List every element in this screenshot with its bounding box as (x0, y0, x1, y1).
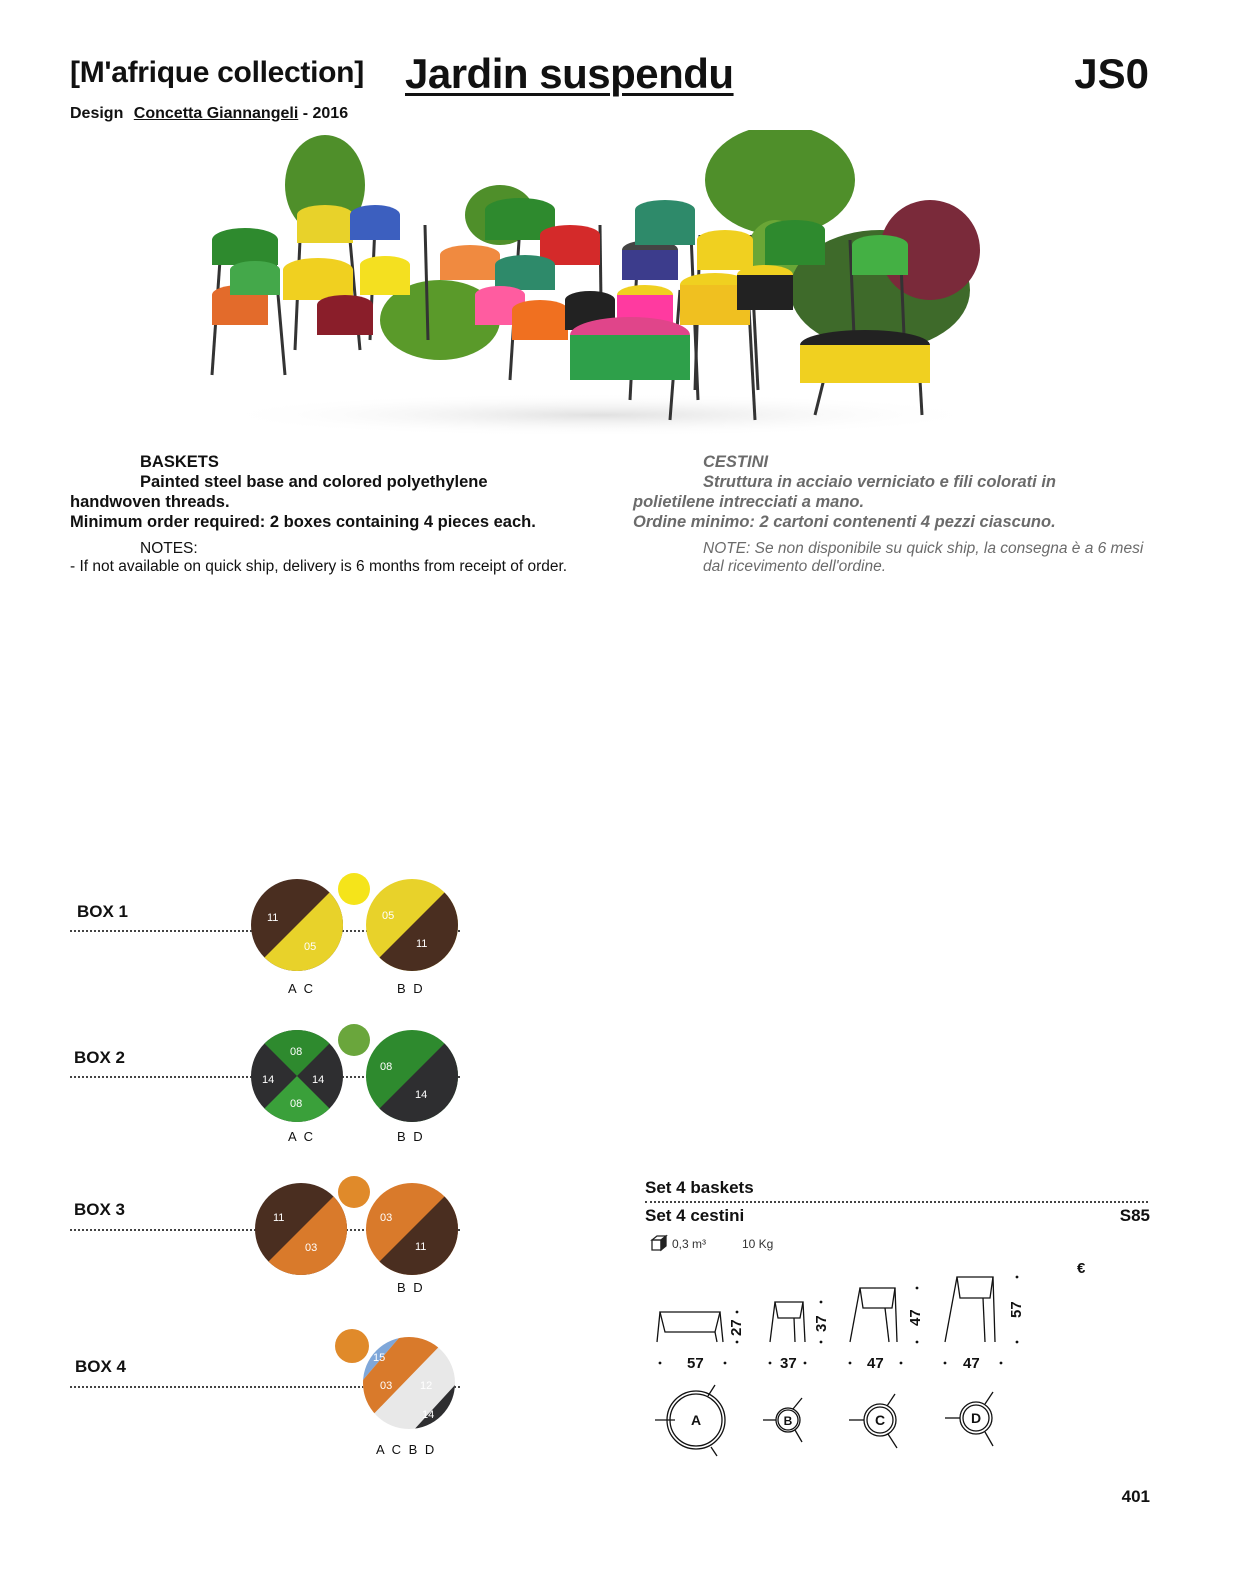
box4-letters: A C B D (376, 1442, 437, 1457)
product-photo (200, 130, 1000, 440)
box1-code-a2: 05 (304, 941, 317, 953)
currency-symbol: € (1077, 1260, 1086, 1277)
description-en-line1: Painted steel base and colored polyethylene (140, 473, 488, 491)
box2-letters-right: B D (397, 1129, 425, 1144)
basket-b-side-view (770, 1302, 805, 1342)
box1-code-b2: 11 (416, 938, 428, 950)
notes-it-item: NOTE: Se non disponibile su quick ship, la consegna è a 6 mesi dal ricevimento dell'ordine. (703, 540, 1144, 575)
notes-it (633, 540, 1153, 576)
package-volume: 0,3 m³ (672, 1237, 707, 1251)
basket-b-top-view (763, 1398, 802, 1442)
design-prefix: Design (70, 105, 124, 122)
basket-c-side-view (850, 1288, 897, 1342)
box4-swatches (330, 1325, 465, 1445)
box3-label: BOX 3 (74, 1200, 126, 1219)
box2-letters-left: A C (288, 1129, 315, 1144)
notes-en (70, 540, 590, 576)
box2-label: BOX 2 (74, 1048, 126, 1067)
box4-code-2: 03 (380, 1380, 393, 1392)
box3-code-a2: 03 (305, 1242, 318, 1254)
box3-swatches (250, 1170, 465, 1280)
description-it-line1: Struttura in acciaio verniciato e fili colorati in (703, 473, 1057, 491)
description-it-line3: Ordine minimo: 2 cartoni contenenti 4 pezzi ciascuno. (633, 513, 1056, 531)
box1-letters-left: A C (288, 981, 315, 996)
box4-label: BOX 4 (75, 1357, 127, 1376)
basket-d-width: 47 (963, 1355, 980, 1372)
box4-color-dot (335, 1329, 369, 1363)
basket-d-side-view (945, 1277, 995, 1342)
box1-label: BOX 1 (77, 902, 129, 921)
box3-letters-right: B D (397, 1280, 425, 1295)
product-code: JS0 (1074, 50, 1149, 97)
description-it (633, 452, 1173, 532)
box2-code-b1: 08 (380, 1061, 393, 1073)
box3-color-dot (338, 1176, 370, 1208)
description-it-heading: CESTINI (703, 453, 769, 471)
box2-color-dot (338, 1024, 370, 1056)
box2-code-a1: 08 (290, 1046, 303, 1058)
box1-code-b1: 05 (382, 910, 395, 922)
basket-d-letter: D (970, 1410, 982, 1426)
basket-b-width: 37 (780, 1355, 797, 1372)
description-en-line2: handwoven threads. (70, 493, 230, 511)
box3-code-a1: 11 (273, 1212, 285, 1224)
box4-code-3: 12 (420, 1380, 433, 1392)
box1-swatches (250, 868, 465, 978)
description-en (70, 452, 590, 532)
box4-code-1: 15 (373, 1352, 386, 1364)
package-weight: 10 Kg (742, 1237, 774, 1251)
basket-a-height: 27 (728, 1319, 745, 1336)
product-title: Jardin suspendu (405, 50, 734, 97)
box2-code-a3: 14 (312, 1074, 325, 1086)
box1-color-dot (338, 873, 370, 905)
basket-d-height: 57 (1008, 1301, 1025, 1318)
box1-code-a1: 11 (267, 912, 279, 924)
basket-b-letter: B (783, 1414, 793, 1428)
description-en-heading: BASKETS (140, 453, 219, 471)
design-year: - 2016 (302, 105, 349, 122)
box2-code-b2: 14 (415, 1089, 428, 1101)
notes-en-item: - If not available on quick ship, delivery is 6 months from receipt of order. (70, 558, 568, 575)
box3-code-b2: 11 (415, 1241, 427, 1253)
designer-name: Concetta Giannangeli (133, 105, 299, 122)
box1-letters-right: B D (397, 981, 425, 996)
basket-b-height: 37 (813, 1315, 830, 1332)
basket-a-letter: A (690, 1412, 702, 1428)
set-name-en: Set 4 baskets (645, 1178, 754, 1197)
set-code: S85 (1119, 1206, 1150, 1225)
description-en-line3: Minimum order required: 2 boxes containing 4 pieces each. (70, 513, 536, 531)
set-name-it: Set 4 cestini (645, 1206, 745, 1225)
description-it-line2: polietilene intrecciati a mano. (633, 493, 865, 511)
box3-code-b1: 03 (380, 1212, 393, 1224)
collection-label: [M'afrique collection] (70, 56, 364, 89)
notes-en-label: NOTES: (140, 540, 198, 557)
basket-c-top-view (849, 1394, 897, 1448)
box2-swatches (250, 1018, 465, 1128)
basket-c-letter: C (874, 1412, 886, 1428)
basket-a-width: 57 (687, 1355, 704, 1372)
box2-code-a4: 08 (290, 1098, 303, 1110)
basket-d-top-view (945, 1392, 993, 1446)
box4-code-4: 14 (422, 1409, 435, 1421)
basket-c-height: 47 (907, 1309, 924, 1326)
box2-code-a2: 14 (262, 1074, 275, 1086)
page-number: 401 (1121, 1487, 1150, 1506)
package-volume-icon (650, 1234, 668, 1252)
set-divider (645, 1201, 1148, 1203)
dimension-drawings (645, 1270, 1045, 1460)
design-credit (70, 105, 348, 123)
basket-c-width: 47 (867, 1355, 884, 1372)
